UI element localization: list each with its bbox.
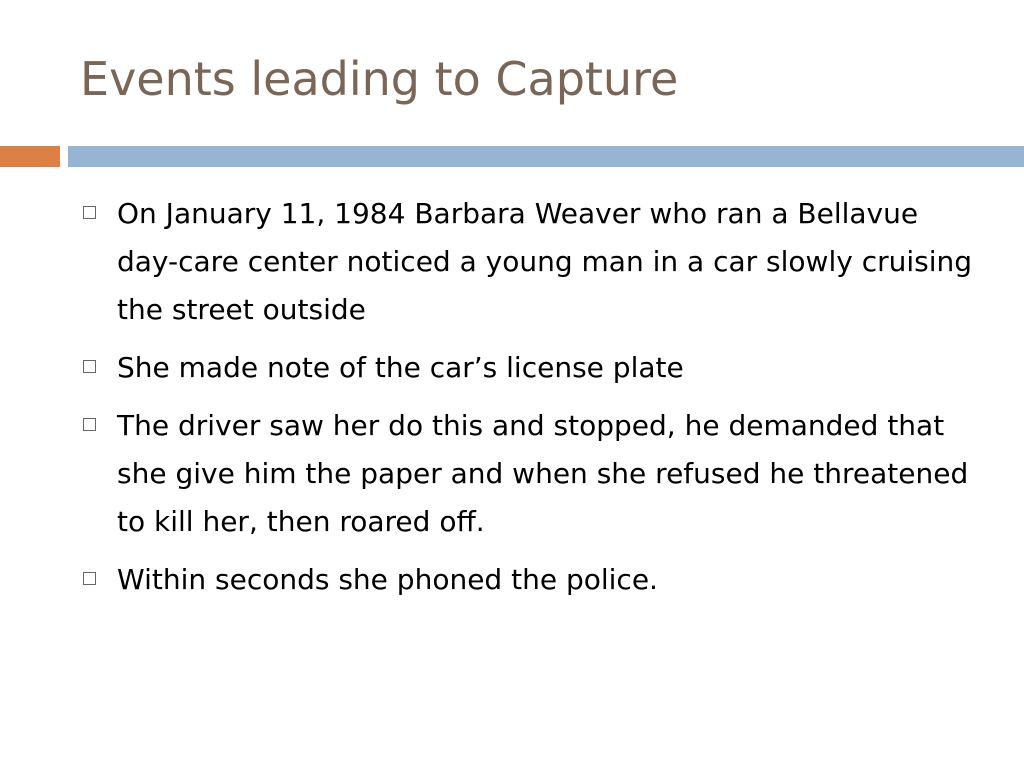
bullet-list — [80, 190, 980, 614]
bullet-text: She made note of the car’s license plate — [117, 351, 684, 384]
bullet-item — [80, 402, 980, 546]
bullet-item — [80, 190, 980, 334]
bullet-item — [80, 556, 980, 604]
slide-title: Events leading to Capture — [80, 52, 679, 106]
bullet-text: On January 11, 1984 Barbara Weaver who ran a Bellavue day-care center noticed a young man in a car slowly cruising the street outside — [117, 197, 973, 326]
square-bullet-icon — [83, 572, 96, 585]
square-bullet-icon — [83, 206, 96, 219]
square-bullet-icon — [83, 418, 96, 431]
bullet-item — [80, 344, 980, 392]
square-bullet-icon — [83, 360, 96, 373]
bullet-text: Within seconds she phoned the police. — [117, 563, 658, 596]
bullet-text: The driver saw her do this and stopped, he demanded that she give him the paper and when she refused he threatened to kill her, then roared off. — [117, 409, 969, 538]
title-divider-accent — [0, 146, 60, 167]
title-divider-bar — [68, 146, 1024, 167]
